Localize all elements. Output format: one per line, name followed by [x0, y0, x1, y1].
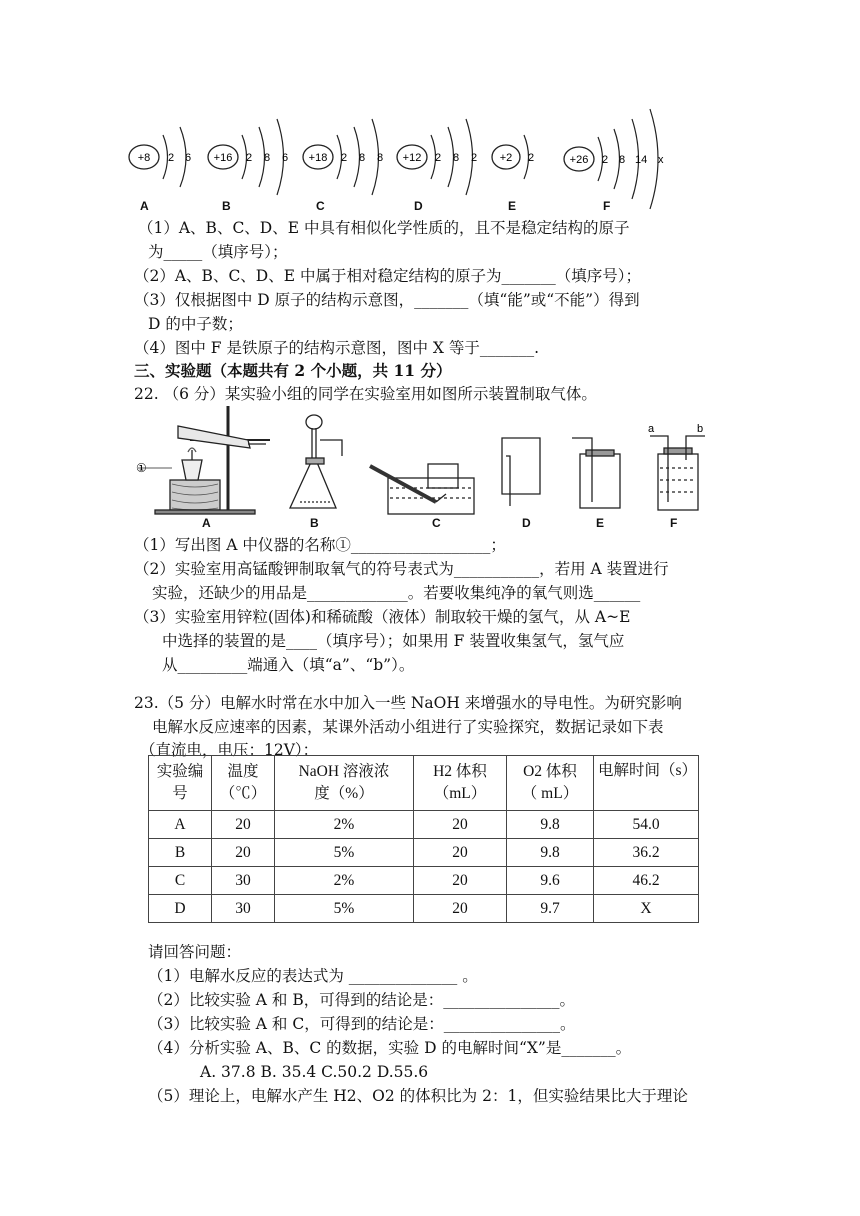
q22-part1: （1）写出图 A 中仪器的名称①__________________；	[134, 536, 506, 554]
instrument-marker: ①	[136, 461, 147, 475]
apparatus-label-a: A	[202, 516, 211, 530]
atom-label-d: D	[414, 199, 423, 213]
port-b-label: b	[697, 423, 704, 435]
q21-part2: （2）A、B、C、D、E 中属于相对稳定结构的原子为_______（填序号）；	[134, 267, 641, 285]
nucleus-a: +8	[137, 152, 151, 164]
q21-part3-line1: （3）仅根据图中 D 原子的结构示意图，_______（填“能”或“不能”）得到	[134, 291, 640, 309]
apparatus-label-d: D	[522, 516, 531, 530]
atom-diagram-e	[492, 135, 534, 179]
shell-c-1: 2	[341, 152, 348, 164]
table-cell: D	[149, 895, 212, 923]
q23-part4: （4）分析实验 A、B、C 的数据，实验 D 的电解时间“X”是_______。	[148, 1039, 632, 1057]
shell-c-2: 8	[359, 152, 366, 164]
q21-part4: （4）图中 F 是铁原子的结构示意图，图中 X 等于_______.	[134, 339, 540, 357]
nucleus-b: +16	[213, 152, 233, 164]
q23-part3: （3）比较实验 A 和 C，可得到的结论是：_______________。	[148, 1015, 576, 1033]
atom-label-a: A	[140, 199, 149, 213]
header-cell: 温度 （℃）	[212, 756, 275, 811]
header-cell: 电解时间（s）	[594, 756, 699, 811]
header-cell: NaOH 溶液浓 度（%）	[275, 756, 414, 811]
atom-label-f: F	[603, 199, 611, 213]
apparatus-b	[290, 415, 342, 508]
apparatus-f	[650, 436, 705, 510]
lab-apparatus-figure	[130, 398, 704, 534]
port-a-label: a	[648, 423, 655, 435]
q23-choices: A. 37.8 B. 35.4 C.50.2 D.55.6	[200, 1063, 429, 1081]
atom-label-b: B	[222, 199, 231, 213]
q23-intro-line3: （直流电，电压：12V）：	[140, 741, 319, 759]
apparatus-c	[370, 464, 474, 514]
apparatus-e	[572, 438, 620, 508]
header-cell: 实验编 号	[149, 756, 212, 811]
atom-label-c: C	[316, 199, 325, 213]
apparatus-label-b: B	[310, 516, 319, 530]
table-cell: 20	[414, 895, 507, 923]
q23-prompt: 请回答问题：	[148, 943, 242, 961]
table-cell: X	[594, 895, 699, 923]
q23-part5: （5）理论上，电解水产生 H2、O2 的体积比为 2：1，但实验结果比大于理论	[148, 1087, 688, 1105]
nucleus-d: +12	[402, 152, 422, 164]
shell-d-1: 2	[435, 152, 442, 164]
table-cell: 9.8	[507, 839, 594, 867]
q23-intro-line1: 23.（5 分）电解水时常在水中加入一些 NaOH 来增强水的导电性。为研究影响	[134, 694, 682, 712]
atom-diagram-f	[564, 109, 664, 209]
table-cell: 30	[212, 867, 275, 895]
table-row	[149, 867, 699, 895]
table-row	[149, 895, 699, 923]
table-cell: 36.2	[594, 839, 699, 867]
table-cell: B	[149, 839, 212, 867]
table-cell: 9.6	[507, 867, 594, 895]
table-cell: 54.0	[594, 811, 699, 839]
shell-f-1: 2	[602, 154, 609, 166]
shell-d-2: 8	[453, 152, 460, 164]
table-cell: 5%	[275, 839, 414, 867]
shell-a-1: 2	[168, 152, 175, 164]
q21-part3-line2: D 的中子数；	[148, 315, 243, 333]
shell-f-3: 14	[635, 154, 648, 166]
nucleus-c: +18	[308, 152, 328, 164]
q22-part2-line2: 实验，还缺少的用品是_____________。若要收集纯净的氧气则选______	[152, 584, 641, 602]
header-cell: H2 体积 （mL）	[414, 756, 507, 811]
q22-part2-line1: （2）实验室用高锰酸钾制取氧气的符号表式为___________，若用 A 装置进行	[134, 560, 669, 578]
table-cell: 20	[414, 867, 507, 895]
table-cell: A	[149, 811, 212, 839]
apparatus-label-e: E	[596, 516, 605, 530]
shell-f-4: x	[658, 154, 664, 166]
q22-part3-line2: 中选择的装置的是____（填序号）；如果用 F 装置收集氢气，氢气应	[162, 632, 625, 650]
table-cell: 2%	[275, 867, 414, 895]
table-header-row	[149, 756, 699, 811]
atom-diagram-a	[129, 127, 191, 187]
atom-diagram-b	[208, 119, 288, 195]
table-cell: 30	[212, 895, 275, 923]
table-cell: 20	[414, 839, 507, 867]
table-cell: 20	[212, 811, 275, 839]
q23-intro-line2: 电解水反应速率的因素，某课外活动小组进行了实验探究，数据记录如下表	[152, 718, 664, 736]
shell-b-1: 2	[246, 152, 253, 164]
table-row	[149, 839, 699, 867]
atom-label-e: E	[508, 199, 517, 213]
shell-b-3: 6	[282, 152, 289, 164]
q22-part3-line1: （3）实验室用锌粒(固体)和稀硫酸（液体）制取较干燥的氢气，从 A~E	[134, 608, 631, 626]
apparatus-label-c: C	[432, 516, 441, 530]
table-cell: 20	[212, 839, 275, 867]
q22-part3-line3: 从_________端通入（填“a”、“b”）。	[162, 656, 415, 674]
table-cell: 20	[414, 811, 507, 839]
table-cell: C	[149, 867, 212, 895]
table-cell: 5%	[275, 895, 414, 923]
apparatus-d	[502, 438, 540, 506]
q23-part1: （1）电解水反应的表达式为 ______________ 。	[148, 967, 478, 985]
apparatus-label-f: F	[670, 516, 678, 530]
table-cell: 46.2	[594, 867, 699, 895]
shell-a-2: 6	[185, 152, 192, 164]
header-cell: O2 体积 （ mL）	[507, 756, 594, 811]
nucleus-f: +26	[569, 154, 589, 166]
shell-e-1: 2	[528, 152, 535, 164]
q21-part1-line2: 为_____（填序号）；	[148, 243, 288, 261]
shell-b-2: 8	[264, 152, 271, 164]
q23-part2: （2）比较实验 A 和 B，可得到的结论是：_______________。	[148, 991, 575, 1009]
shell-c-3: 8	[377, 152, 384, 164]
atom-diagram-d	[397, 119, 477, 195]
table-row	[149, 811, 699, 839]
table-cell: 9.8	[507, 811, 594, 839]
electrolysis-data-table	[148, 755, 699, 923]
section-3-heading: 三、实验题（本题共有 2 个小题，共 11 分）	[134, 361, 452, 380]
atom-structure-diagrams	[120, 105, 680, 215]
shell-f-2: 8	[619, 154, 626, 166]
nucleus-e: +2	[499, 152, 513, 164]
shell-d-3: 2	[471, 152, 478, 164]
table-cell: 2%	[275, 811, 414, 839]
atom-diagram-c	[303, 119, 383, 195]
apparatus-a	[138, 406, 270, 514]
q22-intro: 22. （6 分）某实验小组的同学在实验室用如图所示装置制取气体。	[134, 385, 597, 403]
table-cell: 9.7	[507, 895, 594, 923]
q21-part1-line1: （1）A、B、C、D、E 中具有相似化学性质的，且不是稳定结构的原子	[138, 219, 630, 237]
